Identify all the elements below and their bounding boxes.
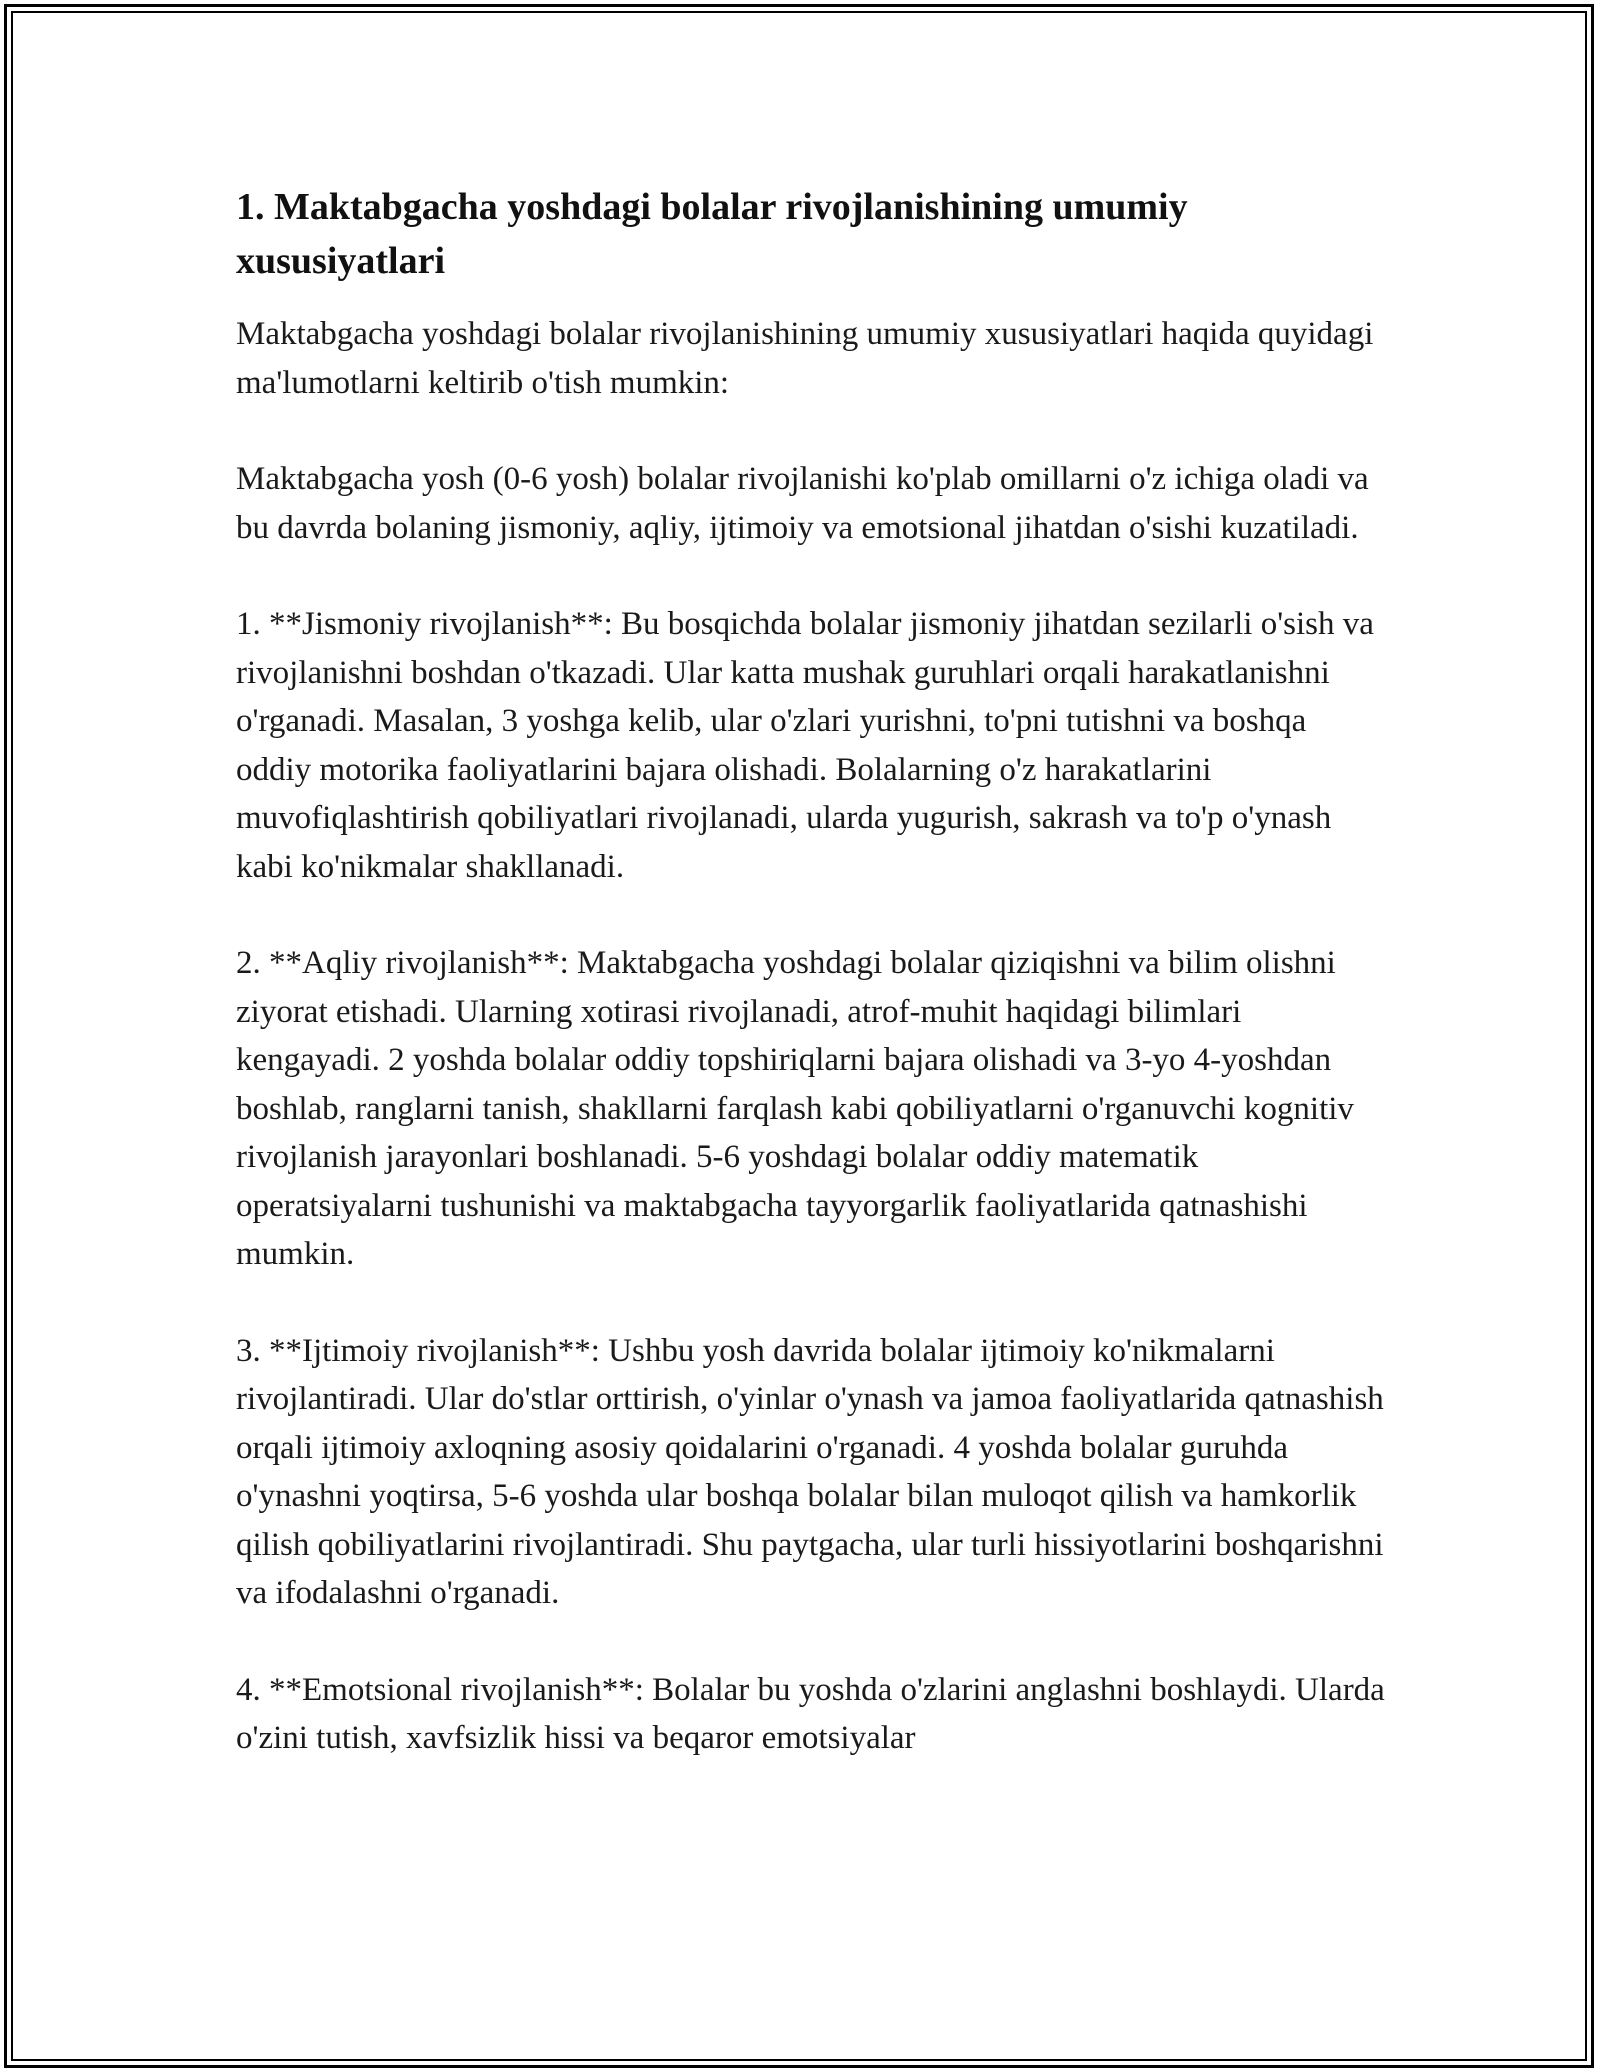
overview-paragraph: Maktabgacha yosh (0-6 yosh) bolalar rivojlanishi ko'plab omillarni o'z ichiga oladi va bu davrda bolaning jismoniy, aqliy, ijtimoiy va emotsional jihatdan o'sishi kuzatiladi. bbox=[236, 461, 1369, 546]
physical-development-paragraph: 1. **Jismoniy rivojlanish**: Bu bosqichda bolalar jismoniy jihatdan sezilarli o'sish va rivojlanishni boshdan o'tkazadi. Ular katta mushak guruhlari orqali harakatlanishni o'rganadi. Masalan, 3 yoshga kelib, ular o'zlari yurishni, to'pni tutishni va boshqa oddiy motorika faoliyatlarini bajara olishadi. Bolalarning o'z harakatlarini muvofiqlashtirish qobiliyatlari rivojlanadi, ularda yugurish, sakrash va to'p o'ynash kabi ko'nikmalar shakllanadi. bbox=[236, 606, 1374, 885]
document-body bbox=[236, 180, 1386, 1811]
intro-paragraph: Maktabgacha yoshdagi bolalar rivojlanishining umumiy xususiyatlari haqida quyidagi ma'lumotlarni keltirib o'tish mumkin: bbox=[236, 316, 1374, 401]
mental-development-paragraph: 2. **Aqliy rivojlanish**: Maktabgacha yoshdagi bolalar qiziqishni va bilim olishni ziyorat etishadi. Ularning xotirasi rivojlanadi, atrof-muhit haqidagi bilimlari kengayadi. 2 yoshda bolalar oddiy topshiriqlarni bajara olishadi va 3-yo 4-yoshdan boshlab, ranglarni tanish, shakllarni farqlash kabi qobiliyatlarni o'rganuvchi kognitiv rivojlanish jarayonlari boshlanadi. 5-6 yoshdagi bolalar oddiy matematik operatsiyalarni tushunishi va maktabgacha tayyorgarlik faoliyatlarida qatnashishi mumkin. bbox=[236, 945, 1354, 1272]
section-heading: 1. Maktabgacha yoshdagi bolalar rivojlanishining umumiy xususiyatlari bbox=[236, 186, 1188, 282]
emotional-development-paragraph: 4. **Emotsional rivojlanish**: Bolalar bu yoshda o'zlarini anglashni boshlaydi. Ularda o'zini tutish, xavfsizlik hissi va beqaror emotsiyalar bbox=[236, 1671, 1385, 1756]
social-development-paragraph: 3. **Ijtimoiy rivojlanish**: Ushbu yosh davrida bolalar ijtimoiy ko'nikmalarni rivojlantiradi. Ular do'stlar orttirish, o'yinlar o'ynash va jamoa faoliyatlarida qatnashish orqali ijtimoiy axloqning asosiy qoidalarini o'rganadi. 4 yoshda bolalar guruhda o'ynashni yoqtirsa, 5-6 yoshda ular boshqa bolalar bilan muloqot qilish va hamkorlik qilish qobiliyatlarini rivojlantiradi. Shu paytgacha, ular turli hissiyotlarini boshqarishni va ifodalashni o'rganadi. bbox=[236, 1332, 1384, 1611]
